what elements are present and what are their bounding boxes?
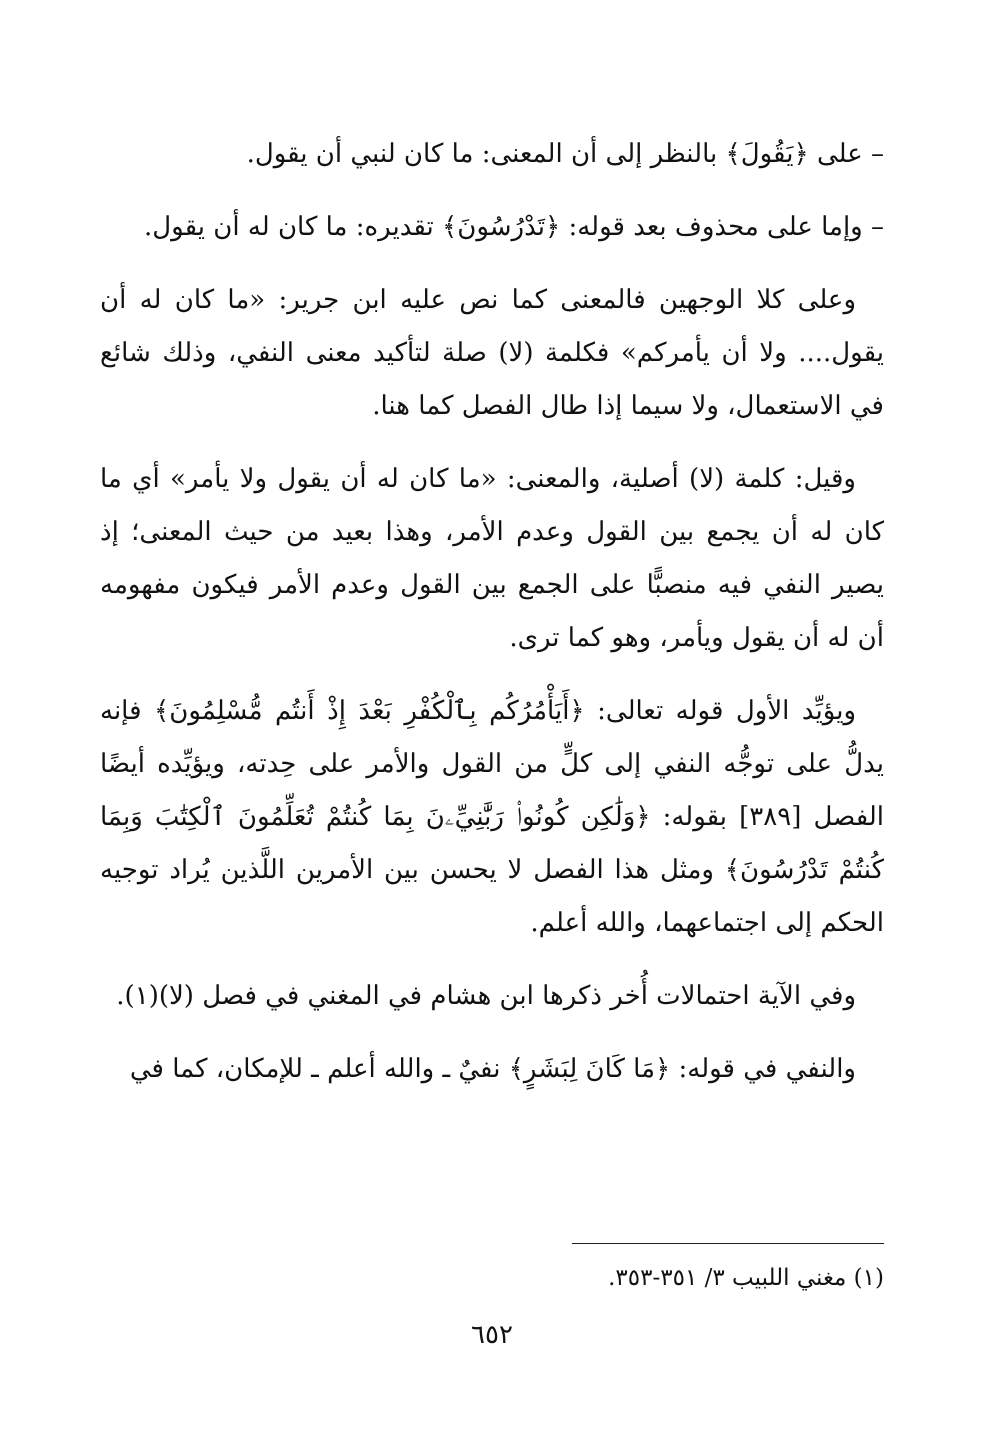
footnote-separator [572,1243,884,1244]
footnote: (١) مغني اللبيب ٣/ ٣٥١-٣٥٣. [608,1265,884,1291]
paragraph-yuayyid: ويؤيِّد الأول قوله تعالى: ﴿أَيَأْمُرُكُم بِٱلْكُفْرِ بَعْدَ إِذْ أَنتُم مُّسْلِمُونَ﴾ فإنه يدلُّ على توجُّه النفي إلى كلٍّ من القول والأمر على حِدته، ويؤيِّده أيضًا الفصل [٣٨٩] بقوله: ﴿وَلَٰكِن كُونُوا۟ رَبَّٰنِيِّۦنَ بِمَا كُنتُمْ تُعَلِّمُونَ ٱلْكِتَٰبَ وَبِمَا كُنتُمْ تَدْرُسُونَ﴾ ومثل هذا الفصل لا يحسن بين الأمرين اللَّذين يُراد توجيه الحكم إلى اجتماعهما، والله أعلم. [100,696,884,938]
paragraph-ibn-jarir: وعلى كلا الوجهين فالمعنى كما نص عليه ابن جرير: «ما كان له أن يقول.... ولا أن يأمركم» فكلمة (لا) صلة لتأكيد معنى النفي، وذلك شائع في الاستعمال، ولا سيما إذا طال الفصل كما هنا. [100,285,884,421]
paragraph-nafy: والنفي في قوله: ﴿مَا كَانَ لِبَشَرٍ﴾ نفيٌ ـ والله أعلم ـ للإمكان، كما في [129,1054,856,1084]
page-number: ٦٥٢ [471,1320,513,1350]
paragraph-qila: وقيل: كلمة (لا) أصلية، والمعنى: «ما كان له أن يقول ولا يأمر» أي ما كان له أن يجمع بين القول وعدم الأمر، وهذا بعيد من حيث المعنى؛ إذ يصير النفي فيه منصبًّا على الجمع بين القول وعدم الأمر فيكون مفهومه أن له أن يقول ويأمر، وهو كما ترى. [100,464,884,653]
paragraph-bullet-1: – على ﴿يَقُولَ﴾ بالنظر إلى أن المعنى: ما كان لنبي أن يقول. [246,139,884,169]
paragraph-bullet-2: – وإما على محذوف بعد قوله: ﴿تَدْرُسُونَ﴾ تقديره: ما كان له أن يقول. [144,212,884,242]
paragraph-ihtimalat: وفي الآية احتمالات أُخر ذكرها ابن هشام في المغني في فصل (لا)(١). [116,981,856,1011]
